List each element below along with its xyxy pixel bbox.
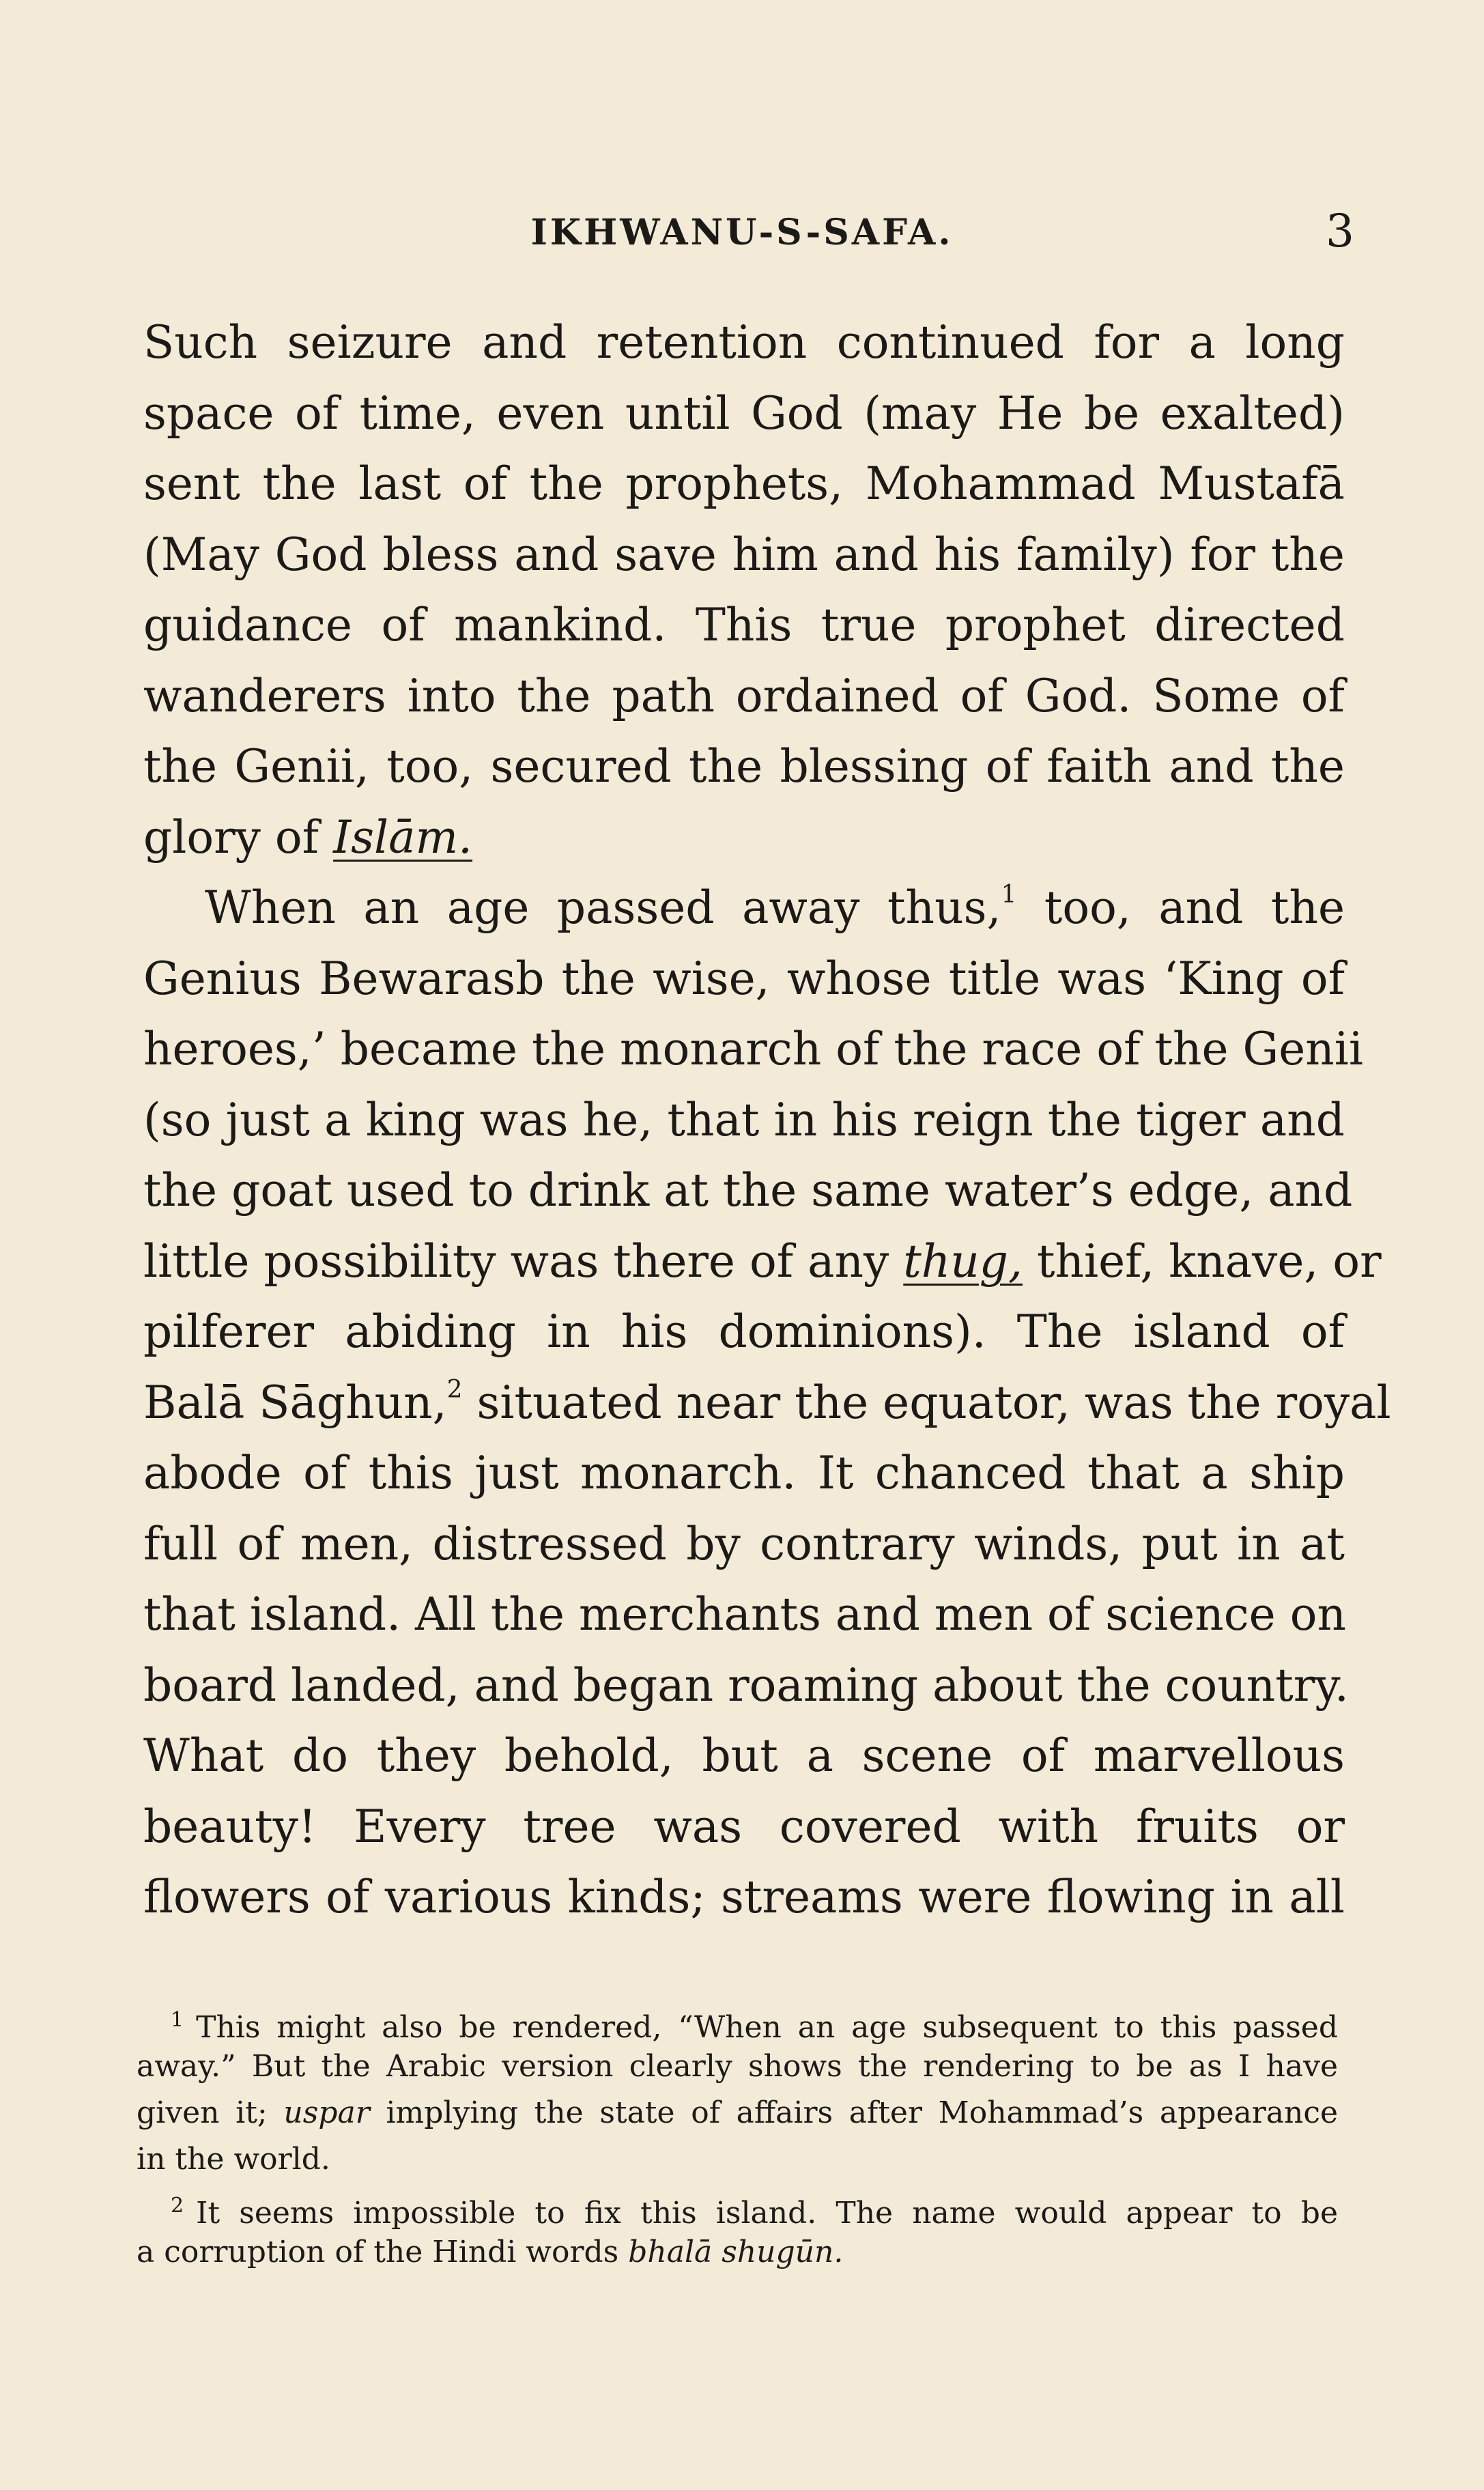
italic-word: bhalā shugūn. [628, 2235, 844, 2269]
italic-word: Islām. [333, 810, 473, 864]
page-number: 3 [1326, 205, 1354, 257]
footnotes [137, 1997, 1338, 2276]
footnote-line: in the world. [137, 2142, 330, 2177]
text-line: little possibility was there of any thug, thief, knave, or [143, 1234, 1382, 1288]
text-line: space of time, even until God (may He be exalted) [143, 386, 1345, 440]
footnote-line: $^1$ This might also be rendered, “When an age subsequent to this passed [171, 2008, 1338, 2045]
text-line: pilferer abiding in his dominions). The island of [143, 1305, 1345, 1358]
text-line: the Genii, too, secured the blessing of faith and the [143, 740, 1345, 793]
text-line: sent the last of the prophets, Mohammad Mustafā [143, 457, 1345, 510]
text-line: full of men, distressed by contrary winds, put in at [143, 1517, 1345, 1570]
text-line: that island. All the merchants and men of science on [143, 1588, 1346, 1641]
text-line: When an age passed away thus,$^1$ too, and the [205, 881, 1345, 934]
text-line: heroes,’ became the monarch of the race of the Genii [143, 1023, 1364, 1075]
text-line: Balā Sāghun,$^2$ situated near the equator, was the royal [143, 1375, 1391, 1429]
footnote-line: given it; uspar implying the state of affairs after Mohammad’s appearance [137, 2095, 1338, 2130]
footnote-mark: 2 [171, 2194, 184, 2218]
text-line: (May God bless and save him and his family) for the [143, 528, 1345, 581]
footnote-mark: 1 [171, 2008, 184, 2032]
text-line: Genius Bewarasb the wise, whose title was ‘King of [143, 952, 1345, 1005]
footnote-line: $^2$ It seems impossible to fix this island. The name would appear to be [171, 2194, 1338, 2231]
footnote-ref: 2 [446, 1375, 463, 1404]
text-line: board landed, and began roaming about the country. [143, 1658, 1349, 1712]
footnote-ref: 1 [1001, 881, 1017, 909]
italic-word: uspar [283, 2095, 370, 2130]
text-line: What do they behold, but a scene of marvellous [143, 1729, 1345, 1782]
text-line: the goat used to drink at the same water’s edge, and [143, 1164, 1353, 1217]
italic-word: thug, [903, 1234, 1023, 1288]
text-line: (so just a king was he, that in his reign the tiger and [143, 1093, 1345, 1146]
text-line: glory of Islām. [143, 810, 473, 864]
text-line: guidance of mankind. This true prophet directed [143, 599, 1345, 651]
text-line: Such seizure and retention continued for a long [143, 316, 1345, 369]
footnote-line: away.” But the Arabic version clearly shows the rendering to be as I have [137, 2049, 1338, 2084]
running-title: IKHWANU-S-SAFA. [530, 212, 954, 253]
text-line: flowers of various kinds; streams were flowing in all [143, 1871, 1345, 1923]
running-head [0, 205, 1484, 273]
body-text [143, 307, 1391, 1933]
text-line: beauty! Every tree was covered with fruits or [143, 1800, 1345, 1853]
text-line: abode of this just monarch. It chanced that a ship [143, 1447, 1345, 1499]
text-line: wanderers into the path ordained of God. Some of [143, 669, 1345, 722]
footnote-line: a corruption of the Hindi words bhalā shugūn. [137, 2235, 844, 2269]
